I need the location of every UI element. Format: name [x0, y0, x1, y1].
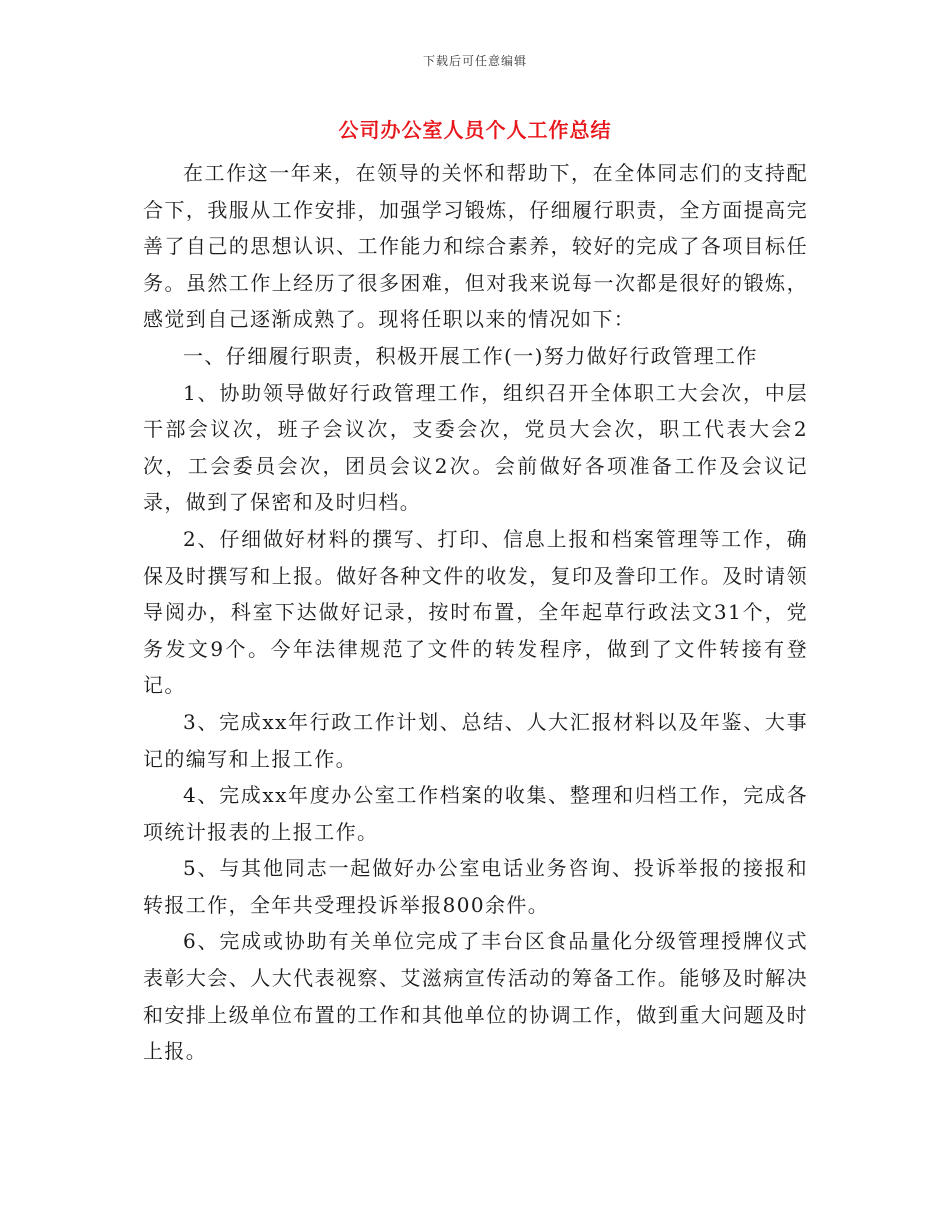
header-note: 下载后可任意编辑: [422, 54, 527, 68]
paragraph-item-3: 3、完成xx年行政工作计划、总结、人大汇报材料以及年鉴、大事记的编写和上报工作。: [143, 709, 808, 771]
paragraph-item-5: 5、与其他同志一起做好办公室电话业务咨询、投诉举报的接报和转报工作，全年共受理投诉举报800余件。: [143, 856, 808, 917]
paragraph-item-4: 4、完成xx年度办公室工作档案的收集、整理和归档工作，完成各项统计报表的上报工作。: [143, 783, 808, 844]
paragraph-item-6: 6、完成或协助有关单位完成了丰台区食品量化分级管理授牌仪式表彰大会、人大代表视察、艾滋病宣传活动的筹备工作。能够及时解决和安排上级单位布置的工作和其他单位的协调工作，做到重大问题及时上报。: [143, 929, 808, 1064]
document-title: 公司办公室人员个人工作总结: [338, 118, 612, 142]
paragraph-item-2: 2、仔细做好材料的撰写、打印、信息上报和档案管理等工作，确保及时撰写和上报。做好各种文件的收发，复印及誊印工作。及时请领导阅办，科室下达做好记录，按时布置，全年起草行政法文31个，党务发文9个。今年法律规范了文件的转发程序，做到了文件转接有登记。: [143, 526, 808, 698]
paragraph-section-heading: 一、仔细履行职责，积极开展工作(一)努力做好行政管理工作: [183, 343, 758, 368]
paragraph-intro: 在工作这一年来，在领导的关怀和帮助下，在全体同志们的支持配合下，我服从工作安排，加强学习锻炼，仔细履行职责，全方面提高完善了自己的思想认识、工作能力和综合素养，较好的完成了各项目标任务。虽然工作上经历了很多困难，但对我来说每一次都是很好的锻炼，感觉到自己逐渐成熟了。现将任职以来的情况如下：: [143, 161, 808, 332]
paragraph-item-1: 1、协助领导做好行政管理工作，组织召开全体职工大会次，中层干部会议次，班子会议次，支委会次，党员大会次，职工代表大会2次，工会委员会次，团员会议2次。会前做好各项准备工作及会议记录，做到了保密和及时归档。: [143, 380, 808, 515]
document-body: [143, 155, 808, 1070]
